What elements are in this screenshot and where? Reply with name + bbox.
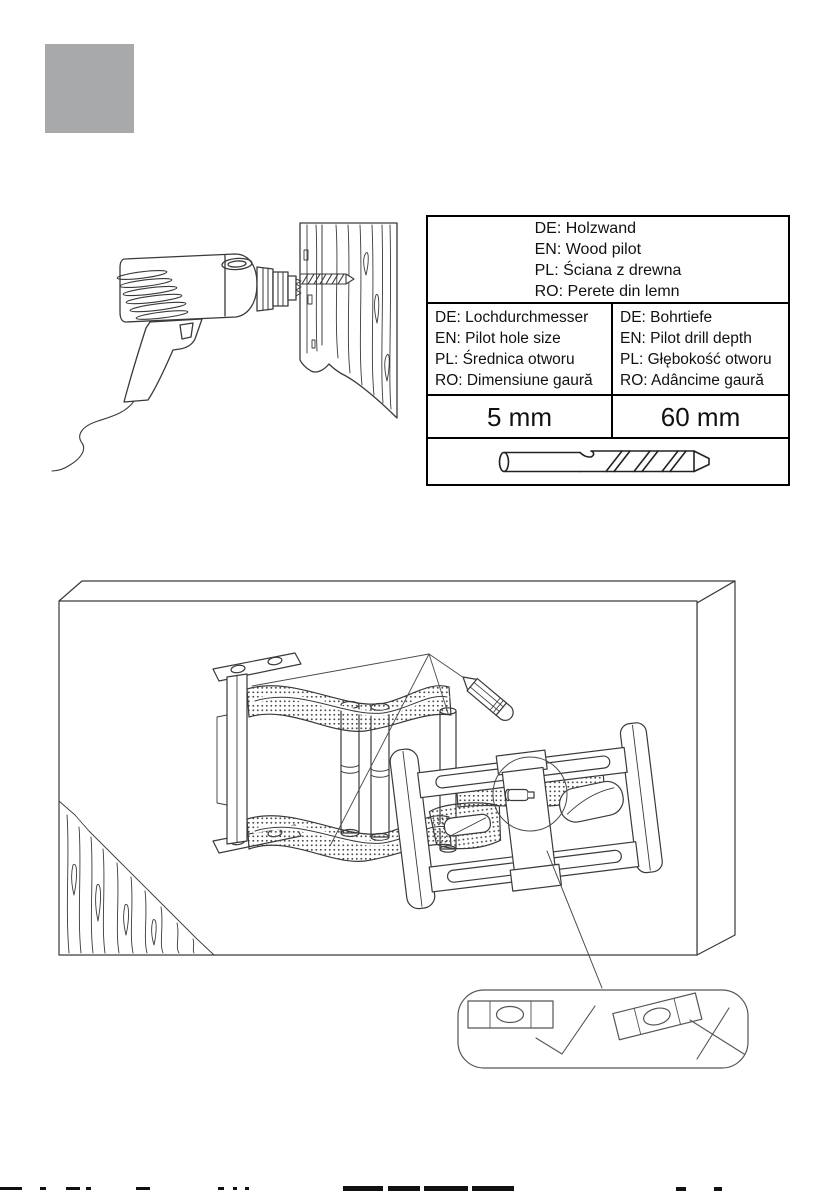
pilot-hole-value: 5 mm	[428, 396, 613, 437]
drill-bit-row	[428, 439, 788, 484]
drill-into-wall-illustration	[30, 195, 410, 480]
level-detail-callout	[458, 990, 748, 1068]
drilling-spec-table	[426, 215, 790, 486]
page-edge-print-artifacts	[0, 1184, 840, 1192]
pilot-hole-line-en: EN: Pilot hole size	[435, 330, 561, 347]
drill-handle	[124, 319, 202, 402]
pilot-hole-line-de: DE: Lochdurchmesser	[435, 309, 589, 326]
pilot-hole-label-cell	[428, 304, 613, 394]
power-drill	[52, 254, 301, 471]
wall-mount-illustration	[45, 565, 760, 1075]
wall-type-line-de: DE: Holzwand	[534, 219, 636, 237]
drill-depth-line-pl: PL: Głębokość otworu	[620, 351, 772, 368]
wall-type-header-cell	[428, 217, 788, 304]
wall-type-line-en: EN: Wood pilot	[534, 240, 642, 258]
drill-chuck	[257, 267, 301, 311]
wall-type-line-pl: PL: Ściana z drewna	[534, 261, 682, 279]
drill-depth-line-de: DE: Bohrtiefe	[620, 309, 713, 326]
drill-bit-icon	[428, 439, 788, 484]
drill-depth-label-cell	[613, 304, 788, 394]
drill-depth-line-ro: RO: Adâncime gaură	[620, 372, 764, 389]
wall-type-line-ro: RO: Perete din lemn	[534, 282, 680, 300]
drill-depth-line-en: EN: Pilot drill depth	[620, 330, 752, 347]
power-cord	[52, 401, 134, 471]
pilot-hole-line-ro: RO: Dimensiune gaură	[435, 372, 593, 389]
pilot-hole-line-pl: PL: Średnica otworu	[435, 351, 575, 368]
drill-depth-value: 60 mm	[660, 401, 741, 432]
wood-wall	[300, 223, 397, 418]
step-number-placeholder	[45, 44, 134, 133]
